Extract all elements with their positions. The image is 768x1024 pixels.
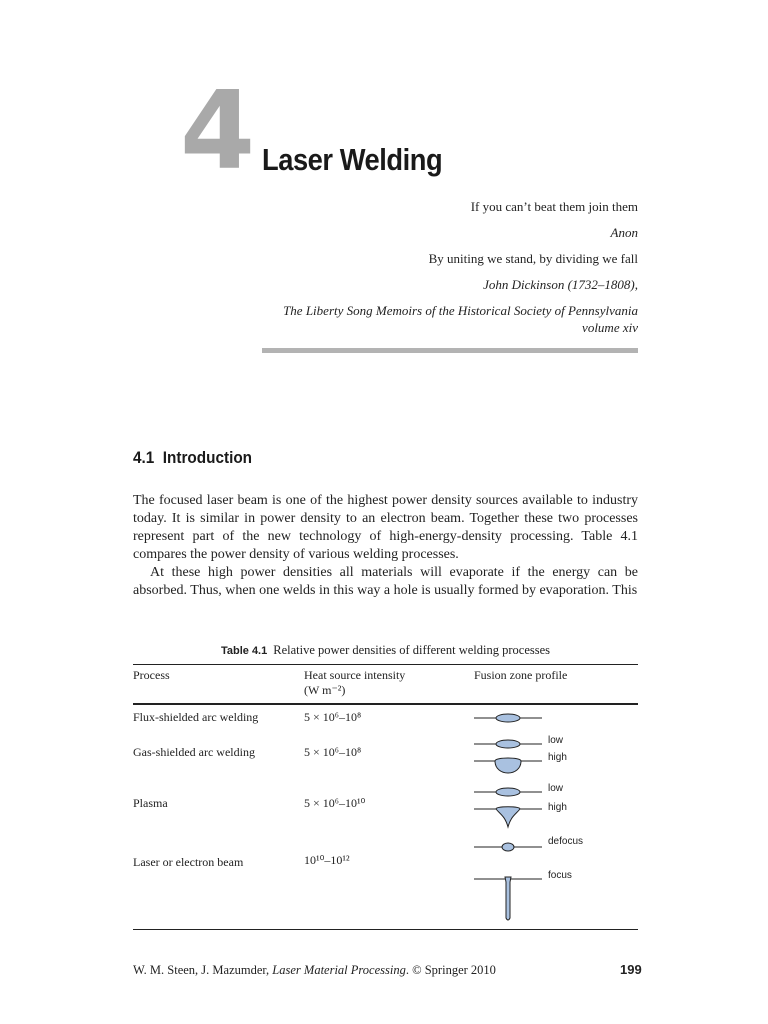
profile-plasma-low	[474, 788, 542, 796]
fusion-zone-shape	[496, 714, 520, 722]
table-header-rule	[133, 703, 638, 705]
header-profile: Fusion zone profile	[474, 668, 568, 682]
row-4-process: Laser or electron beam	[133, 855, 244, 869]
profile-flux	[474, 714, 542, 722]
table-bottom-rule	[133, 929, 638, 930]
profile-label-defocus: defocus	[548, 836, 584, 847]
profile-laser-defocus	[474, 843, 542, 851]
fusion-zone-shape	[495, 758, 521, 773]
epigraph-quote-1: If you can’t beat them join them	[470, 199, 638, 214]
fusion-zone-profiles	[468, 706, 558, 926]
profile-label-high-1: high	[548, 752, 567, 763]
footer-book-title: Laser Material Processing	[272, 963, 406, 977]
body-text	[133, 492, 638, 600]
header-intensity-line-2: (W m⁻²)	[304, 683, 346, 697]
paragraph-2: At these high power densities all materials will evaporate if the energy can be absorbed. Thus, when one welds in this way a hole is usually formed by evaporation. This	[133, 565, 638, 598]
row-4-intensity: 10¹⁰–10¹²	[304, 853, 350, 867]
table-caption-text: Relative power densities of different welding processes	[273, 643, 551, 657]
epigraph-attribution-2: John Dickinson (1732–1808),	[483, 277, 638, 292]
row-1-process: Flux-shielded arc welding	[133, 710, 259, 724]
epigraph-source-line-1: The Liberty Song Memoirs of the Historical Society of Pennsylvania	[283, 303, 638, 318]
paragraph-1: The focused laser beam is one of the highest power density sources available to industry today. It is similar in power density to an electron beam. Together these two processes represent part of the new technology of high-energy-density processing. Table 4.1 compares the power density of various welding processes.	[133, 493, 638, 562]
row-2-process: Gas-shielded arc welding	[133, 745, 255, 759]
profile-label-low-2: low	[548, 783, 564, 794]
epigraph-attribution-1: Anon	[610, 225, 638, 240]
section-number: 4.1	[133, 448, 155, 467]
header-intensity-line-1: Heat source intensity	[304, 668, 406, 682]
profile-gas-low	[474, 740, 542, 748]
page-number: 199	[620, 962, 642, 977]
fusion-zone-shape	[496, 807, 520, 827]
row-2-intensity: 5 × 10⁶–10⁸	[304, 745, 362, 759]
profile-label-high-2: high	[548, 802, 567, 813]
row-1-intensity: 5 × 10⁶–10⁸	[304, 710, 362, 724]
chapter-title: Laser Welding	[262, 142, 443, 177]
profile-plasma-high	[474, 807, 542, 827]
row-3-intensity: 5 × 10⁶–10¹⁰	[304, 796, 366, 810]
section-title: Introduction	[162, 448, 253, 467]
fusion-zone-shape	[496, 740, 520, 748]
chapter-divider	[262, 348, 638, 353]
table-caption	[133, 643, 638, 658]
fusion-zone-shape	[502, 843, 514, 851]
epigraph-quote-2: By uniting we stand, by dividing we fall	[428, 251, 638, 266]
table-top-rule	[133, 664, 638, 665]
table-label: Table 4.1	[220, 645, 268, 657]
fusion-zone-shape	[496, 788, 520, 796]
profile-gas-high	[474, 758, 542, 773]
chapter-number: 4	[180, 69, 254, 194]
header-process: Process	[133, 668, 170, 682]
profile-laser-focus	[474, 877, 542, 920]
footer-authors: W. M. Steen, J. Mazumder,	[133, 963, 270, 977]
footer-citation	[133, 963, 496, 978]
fusion-zone-shape	[505, 877, 511, 920]
footer-rights: . © Springer 2010	[405, 963, 496, 977]
profile-label-low-1: low	[548, 735, 564, 746]
row-3-process: Plasma	[133, 796, 168, 810]
epigraph-source-line-2: volume xiv	[582, 320, 638, 335]
profile-label-focus: focus	[548, 870, 572, 881]
section-heading	[133, 448, 252, 468]
header-intensity	[304, 668, 405, 698]
